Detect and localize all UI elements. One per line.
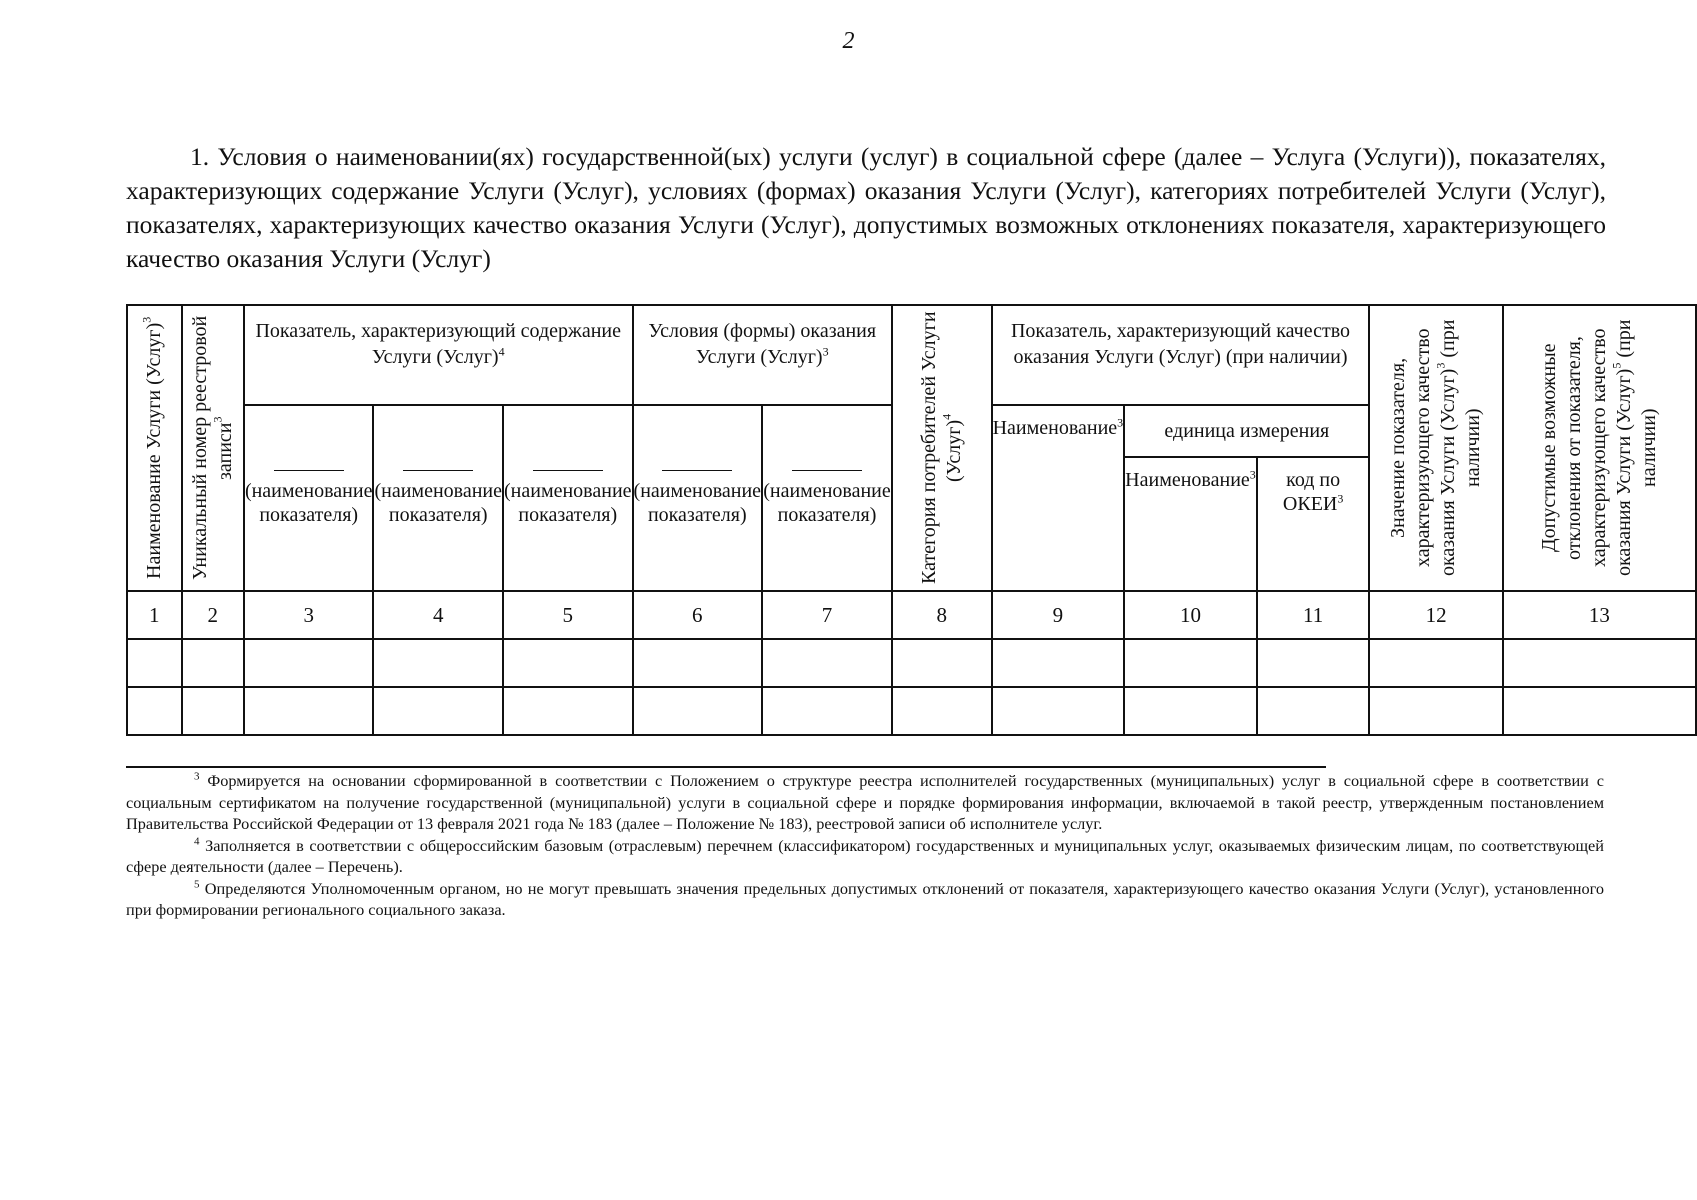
table-cell[interactable]: [182, 687, 244, 735]
column-number: 3: [244, 591, 374, 639]
table-cell[interactable]: [182, 639, 244, 687]
sub-condition-1: (наименование показателя): [633, 405, 763, 591]
unit-okei-code: код по ОКЕИ$^3$: [1257, 457, 1370, 591]
header-quality-indicator: Показатель, характеризующий качество оказания Услуги (Услуг) (при наличии): [992, 305, 1370, 405]
table-cell[interactable]: [127, 639, 182, 687]
table-cell[interactable]: [633, 687, 763, 735]
table-cell[interactable]: [1257, 639, 1370, 687]
table-cell[interactable]: [892, 687, 992, 735]
table-cell[interactable]: [244, 687, 374, 735]
footnote-3: $^3$ Формируется на основании сформированной в соответствии с Положением о структуре реестра исполнителей государственных (муниципальных) услуг в социальной сфере в соответствии с социальным сертификатом на получение государственной (муниципальной) услуги в социальной сфере и порядке формирования информации, включаемой в такой реестр, утвержденным постановлением Правительства Российской Федерации от 13 февраля 2021 года № 183 (далее – Положение № 183), реестровой записи об исполнителе услуг.: [126, 770, 1604, 833]
column-number: 8: [892, 591, 992, 639]
table-cell[interactable]: [1257, 687, 1370, 735]
table-cell[interactable]: [373, 687, 503, 735]
sub-indicator-2: (наименование показателя): [373, 405, 503, 591]
header-conditions: Условия (формы) оказания Услуги (Услуг)$^3$: [633, 305, 892, 405]
table-cell[interactable]: [992, 639, 1125, 687]
table-cell[interactable]: [1369, 639, 1502, 687]
table-cell[interactable]: [127, 687, 182, 735]
sub-indicator-1: (наименование показателя): [244, 405, 374, 591]
footnotes: [126, 770, 1604, 921]
table-row: [127, 639, 1696, 687]
header-indicator-value: Значение показателя, характеризующего качество оказания Услуги (Услуг)$^3$ (при наличии): [1369, 305, 1502, 591]
column-number: 11: [1257, 591, 1370, 639]
header-registry-number: Уникальный номер реестровой записи$^3$: [182, 305, 244, 591]
table-cell[interactable]: [892, 639, 992, 687]
column-number: 6: [633, 591, 763, 639]
table-cell[interactable]: [373, 639, 503, 687]
table-cell[interactable]: [1124, 687, 1257, 735]
table-cell[interactable]: [1124, 639, 1257, 687]
header-service-name: Наименование Услуги (Услуг)$^3$: [127, 305, 182, 591]
header-content-indicator: Показатель, характеризующий содержание Услуги (Услуг)$^4$: [244, 305, 633, 405]
intro-paragraph: 1. Условия о наименовании(ях) государственной(ых) услуги (услуг) в социальной сфере (далее – Услуга (Услуги)), показателях, характеризующих содержание Услуги (Услуг), условиях (формах) оказания Услуги (Услуг), категориях потребителей Услуги (Услуг), показателях, характеризующих качество оказания Услуги (Услуг), допустимых возможных отклонениях показателя, характеризующего качество оказания Услуги (Услуг): [126, 142, 1606, 273]
header-allowed-deviations: Допустимые возможные отклонения от показателя, характеризующего качество оказания Услуги (Услуг)$^5$ (при наличии): [1503, 305, 1696, 591]
table-cell[interactable]: [1369, 687, 1502, 735]
table-cell[interactable]: [503, 639, 633, 687]
table-cell[interactable]: [244, 639, 374, 687]
page-number: 2: [842, 28, 855, 54]
table-row: [127, 687, 1696, 735]
footnote-5: $^5$ Определяются Уполномоченным органом, но не могут превышать значения предельных допустимых отклонений от показателя, характеризующего качество оказания Услуги (Услуг), установленного при формировании регионального социального заказа.: [126, 878, 1604, 919]
column-number: 4: [373, 591, 503, 639]
table-cell[interactable]: [992, 687, 1125, 735]
quality-indicator-name: Наименование$^3$: [992, 405, 1125, 591]
table-cell[interactable]: [762, 639, 892, 687]
column-number: 2: [182, 591, 244, 639]
column-number: 12: [1369, 591, 1502, 639]
column-number: 1: [127, 591, 182, 639]
table-cell[interactable]: [762, 687, 892, 735]
unit-header: единица измерения: [1124, 405, 1369, 457]
sub-condition-2: (наименование показателя): [762, 405, 892, 591]
header-consumer-category: Категория потребителей Услуги (Услуг)$^4$: [892, 305, 992, 591]
services-table: [126, 304, 1697, 736]
sub-indicator-3: (наименование показателя): [503, 405, 633, 591]
column-number: 9: [992, 591, 1125, 639]
column-number: 10: [1124, 591, 1257, 639]
column-numbers-row: [127, 591, 1696, 639]
column-number: 7: [762, 591, 892, 639]
footnote-divider: [126, 766, 1326, 768]
unit-name: Наименование$^3$: [1124, 457, 1257, 591]
column-number: 13: [1503, 591, 1696, 639]
footnote-4: $^4$ Заполняется в соответствии с общероссийским базовым (отраслевым) перечнем (классификатором) государственных и муниципальных услуг, оказываемых физическим лицам, по соответствующей сфере деятельности (далее – Перечень).: [126, 835, 1604, 876]
intro-section: [126, 140, 1606, 276]
table-cell[interactable]: [1503, 687, 1696, 735]
table-cell[interactable]: [633, 639, 763, 687]
table-cell[interactable]: [1503, 639, 1696, 687]
table-cell[interactable]: [503, 687, 633, 735]
column-number: 5: [503, 591, 633, 639]
